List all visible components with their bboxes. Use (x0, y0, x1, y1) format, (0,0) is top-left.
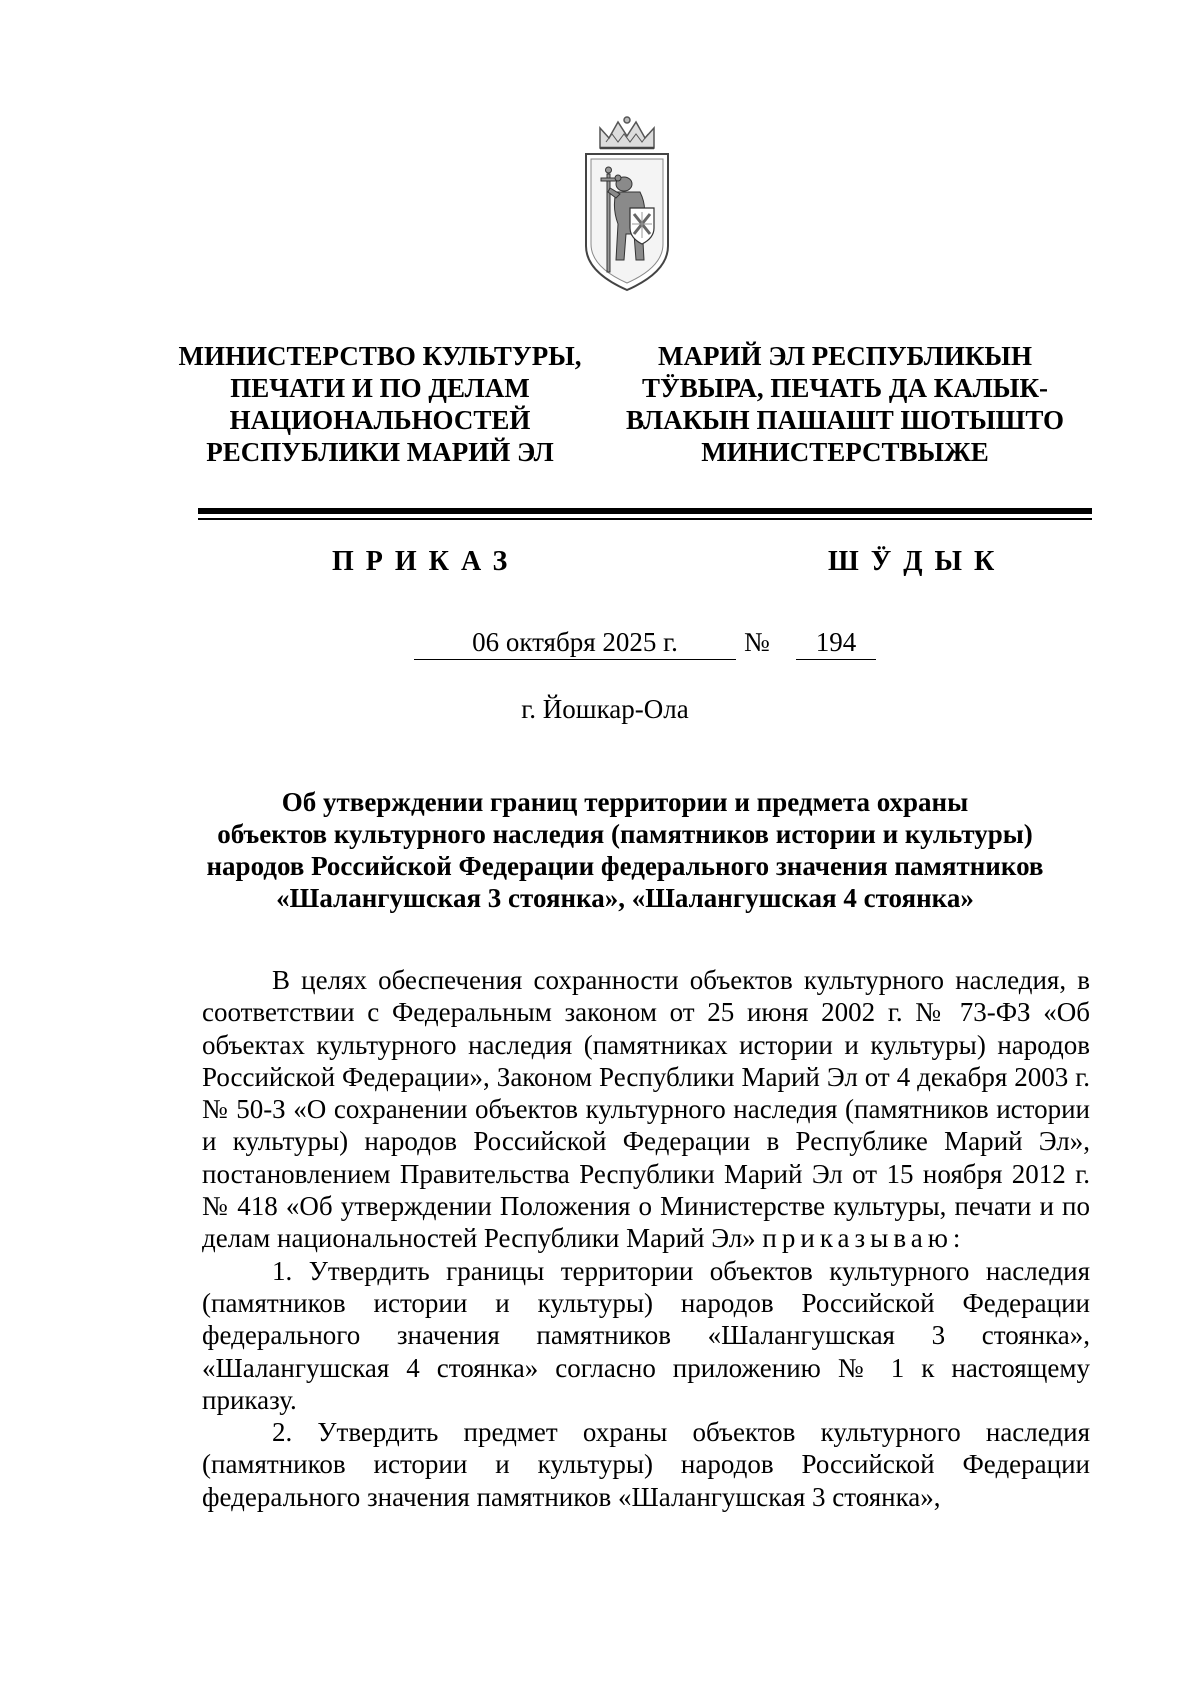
doc-type-russian: ПРИКАЗ (332, 546, 520, 577)
org-name-line: МИНИСТЕРСТВЫЖЕ (701, 437, 989, 467)
org-name-line: ТӰВЫРА, ПЕЧАТЬ ДА КАЛЫК- (641, 373, 1049, 403)
intro-text: В целях обеспечения сохранности объектов культурного наследия, в соответствии с Федеральным законом от 25 июня 2002 г. № 73-ФЗ «Об объектах культурного наследия (памятниках истории и культуры) народов Российской Федерации», Законом Республики Марий Эл от 4 декабря 2003 г. № 50-З «О сохранении объектов культурного наследия (памятников истории и культуры) народов Российской Федерации в Республике Марий Эл», постановлением Правительства Республики Марий Эл от 15 ноября 2012 г. № 418 «Об утверждении Положения о Министерстве культуры, печати и по делам национальностей Республики Марий Эл» (202, 965, 1090, 1254)
title-line: народов Российской Федерации федерального значения памятников (206, 851, 1044, 881)
body-intro-paragraph (202, 964, 1090, 1255)
header-divider-thick (198, 508, 1092, 514)
body-item-2: 2. Утвердить предмет охраны объектов культурного наследия (памятников истории и культуры) народов Российской Федерации федерального значения памятников «Шалангушская 3 стоянка», (202, 1417, 1090, 1512)
document-title (150, 786, 1100, 914)
document-body (202, 964, 1090, 1513)
org-name-line: НАЦИОНАЛЬНОСТЕЙ (229, 405, 531, 435)
document-number: 194 (796, 625, 876, 660)
cross-shield-icon (630, 208, 654, 244)
org-name-line: ПЕЧАТИ И ПО ДЕЛАМ (230, 373, 530, 403)
document-date: 06 октября 2025 г. (414, 625, 736, 660)
org-name-line: МИНИСТЕРСТВО КУЛЬТУРЫ, (178, 341, 582, 371)
title-line: Об утверждении границ территории и предмета охраны (281, 787, 969, 817)
org-name-mari (600, 340, 1090, 468)
title-line: объектов культурного наследия (памятников истории и культуры) (217, 819, 1033, 849)
crown-icon (600, 117, 654, 148)
org-name-line: МАРИЙ ЭЛ РЕСПУБЛИКЫН (658, 341, 1032, 371)
doc-type-mari: ШӰДЫК (828, 546, 1007, 577)
coat-of-arms-emblem (578, 112, 676, 298)
document-city: г. Йошкар-Ола (521, 694, 689, 724)
body-item-1: 1. Утвердить границы территории объектов культурного наследия (памятников истории и культуры) народов Российской Федерации федерального значения памятников «Шалангушская 3 стоянка», «Шалангушская 4 стоянка» согласно приложению № 1 к настоящему приказу. (202, 1255, 1090, 1415)
header-divider-thin (198, 518, 1092, 520)
org-name-line: ВЛАКЫН ПАШАШТ ШОТЫШТО (626, 405, 1064, 435)
order-word: приказываю: (762, 1223, 966, 1254)
org-name-line: РЕСПУБЛИКИ МАРИЙ ЭЛ (206, 437, 554, 467)
number-sign: № (744, 627, 770, 657)
org-name-russian (150, 340, 610, 468)
title-line: «Шалангушская 3 стоянка», «Шалангушская 4 стоянка» (276, 883, 974, 913)
